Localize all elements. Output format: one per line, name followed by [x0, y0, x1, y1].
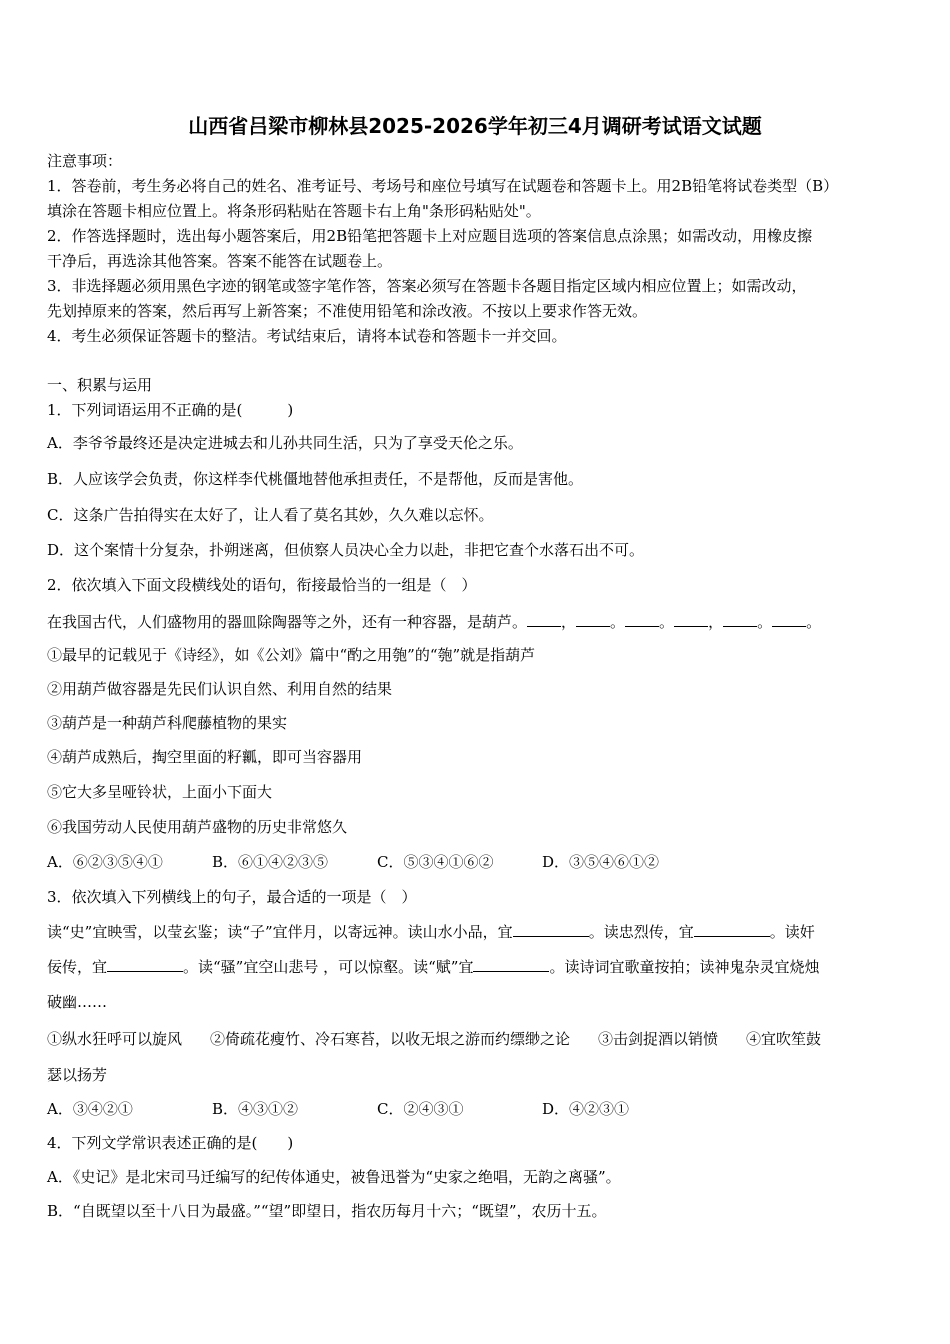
question-stem: 2．依次填入下面文段横线处的语句，衔接最恰当的一组是（ ） [47, 576, 477, 594]
choice: B．⑥①④②③⑤ [212, 853, 329, 871]
item: ③击剑捉酒以销愤 [598, 1030, 719, 1048]
choice: D．③⑤④⑥①② [542, 853, 660, 871]
blank [107, 957, 183, 972]
passage-text: 。读奸 [769, 923, 815, 941]
note-line: 3．非选择题必须用黑色字迹的钢笔或签字笔作答，答案必须写在答题卡各题目指定区域内相应位置上；如需改动， [47, 277, 807, 295]
choices [47, 1099, 707, 1119]
item: ②用葫芦做容器是先民们认识自然、利用自然的结果 [47, 680, 393, 698]
blank [674, 612, 708, 627]
passage-text: 破幽…… [47, 993, 108, 1011]
notes-heading: 注意事项： [47, 152, 123, 170]
choices [47, 852, 707, 872]
passage-text: 。读诗词宜歌童按拍；读神鬼杂灵宜烧烛 [549, 958, 820, 976]
item: ②倚疏花瘦竹、冷石寒苔，以收无垠之游而约缥缈之论 [210, 1030, 571, 1048]
question-stem: 3．依次填入下列横线上的句子，最合适的一项是（ ） [47, 888, 417, 906]
passage [47, 612, 821, 632]
sep: 。 [610, 613, 626, 631]
option: A．李爷爷最终还是决定进城去和儿孙共同生活，只为了享受天伦之乐。 [47, 434, 523, 452]
note-line: 填涂在答题卡相应位置上。将条形码粘贴在答题卡右上角"条形码粘贴处"。 [47, 202, 541, 220]
passage-text: 。读忠烈传，宜 [588, 923, 694, 941]
item-cont: 瑟以扬芳 [47, 1066, 108, 1084]
option: A．《史记》是北宋司马迁编写的纪传体通史，被鲁迅誉为“史家之绝唱，无韵之离骚”。 [47, 1168, 621, 1186]
section-heading: 一、积累与运用 [47, 376, 153, 394]
note-line: 4．考生必须保证答题卡的整洁。考试结束后，请将本试卷和答题卡一并交回。 [47, 327, 567, 345]
passage-text: 在我国古代，人们盛物用的器皿除陶器等之外，还有一种容器，是葫芦。 [47, 613, 528, 631]
item: ④宜吹笙鼓 [746, 1030, 822, 1048]
passage-text: 佞传，宜 [47, 958, 108, 976]
sep: 。 [757, 613, 773, 631]
choice: C．⑤③④①⑥② [377, 853, 494, 871]
option: D．这个案情十分复杂，扑朔迷离，但侦察人员决心全力以赴，非把它查个水落石出不可。 [47, 541, 645, 559]
sep: ， [561, 613, 577, 631]
passage [47, 922, 815, 942]
choice: A．③④②① [47, 1100, 133, 1118]
option: B．人应该学会负责，你这样李代桃僵地替他承担责任，不是帮他，反而是害他。 [47, 470, 584, 488]
choice: D．④②③① [542, 1100, 630, 1118]
sep: 。 [659, 613, 675, 631]
question-stem: 4．下列文学常识表述正确的是( ) [47, 1134, 294, 1152]
page-title: 山西省吕梁市柳林县2025-2026学年初三4月调研考试语文试题 [188, 114, 762, 138]
item: ①最早的记载见于《诗经》，如《公刘》篇中“酌之用匏”的“匏”就是指葫芦 [47, 646, 536, 664]
question-stem: 1．下列词语运用不正确的是( ) [47, 401, 294, 419]
sep: ， [708, 613, 724, 631]
choice: C．②④③① [377, 1100, 464, 1118]
blank [772, 612, 806, 627]
blank [723, 612, 757, 627]
blank [473, 957, 549, 972]
blank [694, 922, 770, 937]
item: ⑥我国劳动人民使用葫芦盛物的历史非常悠久 [47, 818, 348, 836]
passage [47, 957, 819, 977]
passage-text: 。读“骚”宜空山悲号 ，可以惊壑。读“赋”宜 [183, 958, 474, 976]
note-line: 干净后，再选涂其他答案。答案不能答在试题卷上。 [47, 252, 393, 270]
option: B．“自既望以至十八日为最盛。”“望”即望日，指农历每月十六；“既望”，农历十五。 [47, 1202, 607, 1220]
blank [527, 612, 561, 627]
options-row [47, 1029, 821, 1049]
note-line: 先划掉原来的答案，然后再写上新答案；不准使用铅笔和涂改液。不按以上要求作答无效。 [47, 302, 648, 320]
item: ④葫芦成熟后，掏空里面的籽瓤，即可当容器用 [47, 748, 363, 766]
item: ③葫芦是一种葫芦科爬藤植物的果实 [47, 714, 288, 732]
choice: B．④③①② [212, 1100, 299, 1118]
note-line: 1．答卷前，考生务必将自己的姓名、准考证号、考场号和座位号填写在试题卷和答题卡上。用2B铅笔将试卷类型（B） [47, 177, 839, 195]
passage-text: 读“史”宜映雪，以莹玄鉴；读“子”宜伴月，以寄远神。读山水小品，宜 [47, 923, 513, 941]
sep: 。 [806, 613, 822, 631]
item: ⑤它大多呈哑铃状，上面小下面大 [47, 783, 273, 801]
choice: A．⑥②③⑤④① [47, 853, 163, 871]
blank [576, 612, 610, 627]
blank [625, 612, 659, 627]
blank [513, 922, 589, 937]
item: ①纵水狂呼可以旋风 [47, 1030, 183, 1048]
note-line: 2．作答选择题时，选出每小题答案后，用2B铅笔把答题卡上对应题目选项的答案信息点涂黑；如需改动，用橡皮擦 [47, 227, 813, 245]
option: C．这条广告拍得实在太好了，让人看了莫名其妙，久久难以忘怀。 [47, 506, 494, 524]
